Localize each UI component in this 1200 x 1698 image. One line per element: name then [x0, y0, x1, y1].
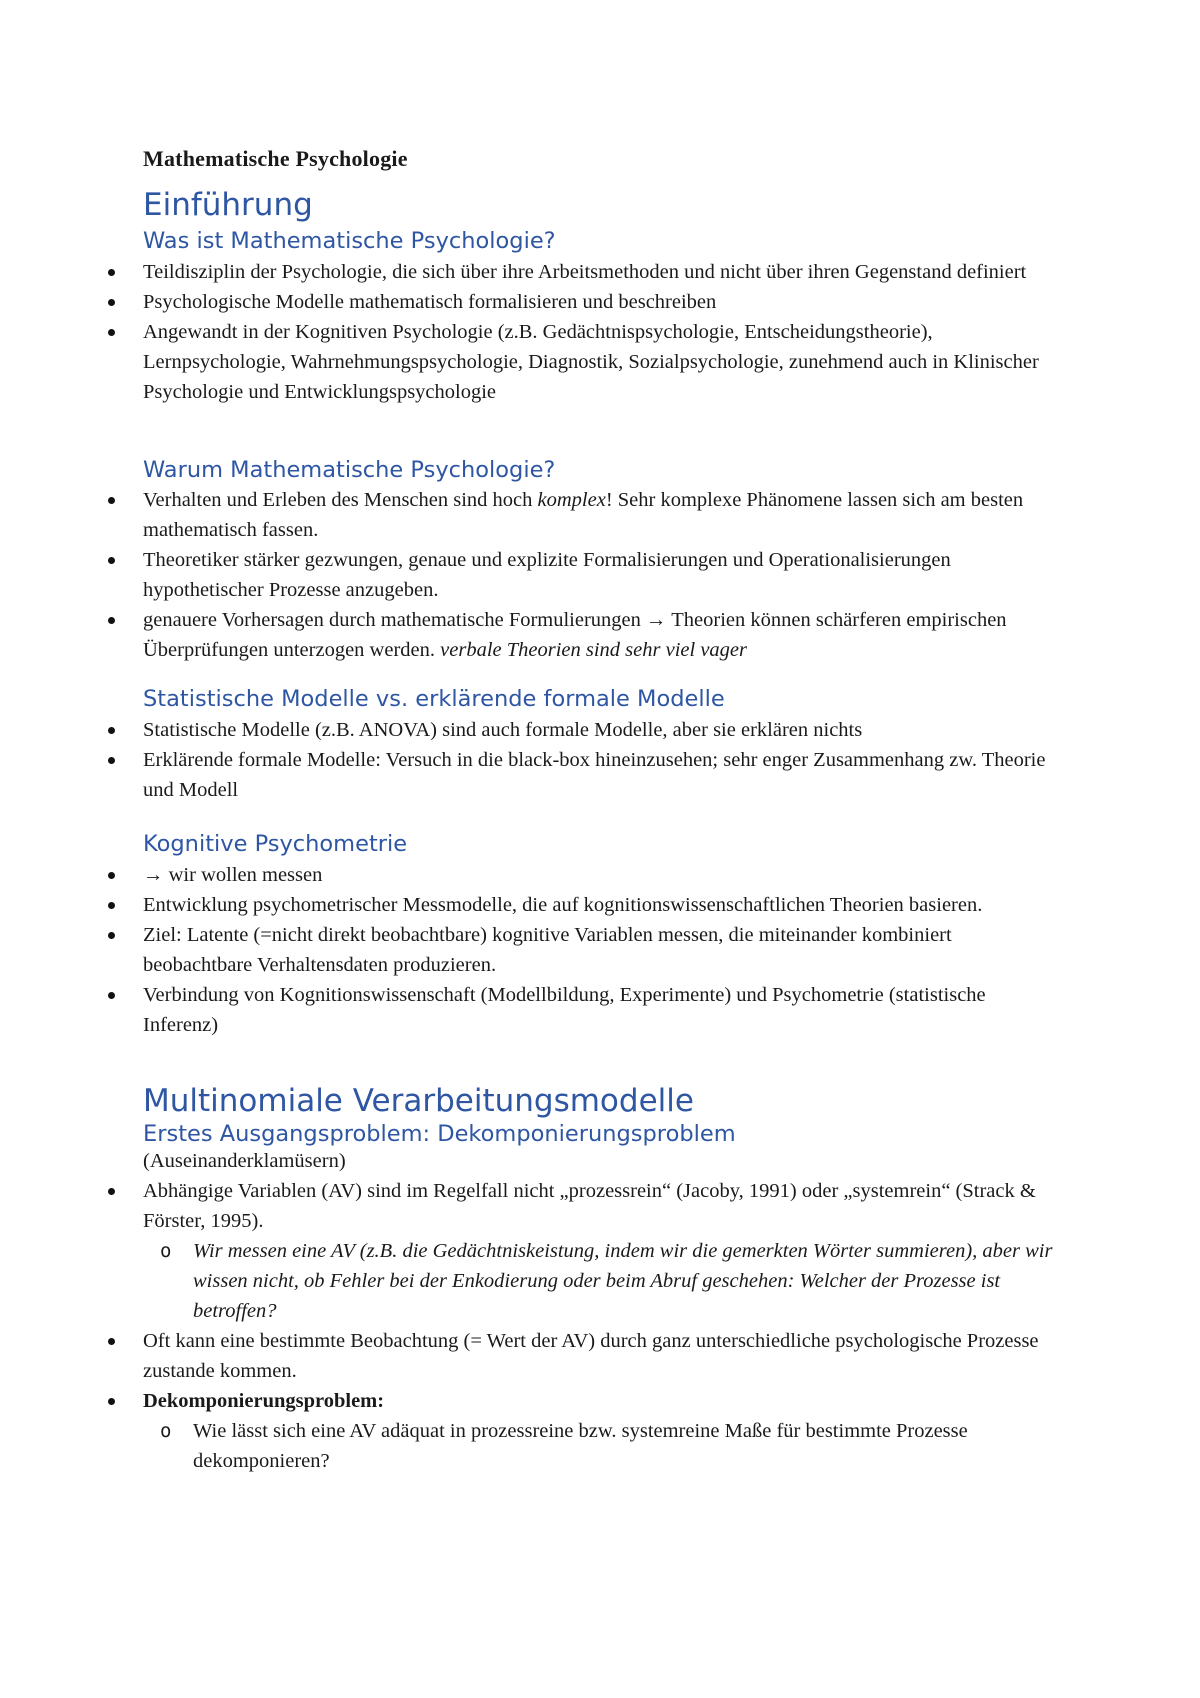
- list-was-ist: [0, 257, 1200, 407]
- heading-was-ist: Was ist Mathematische Psychologie?: [143, 228, 556, 254]
- bullet-icon: [108, 727, 115, 734]
- bullet-icon: [108, 1188, 115, 1195]
- list-kognitive: [0, 860, 1200, 1040]
- circle-bullet-icon: o: [160, 1420, 172, 1442]
- bullet-icon: [108, 329, 115, 336]
- list-item: Angewandt in der Kognitiven Psychologie (z.B. Gedächtnispsychologie, Entscheidungstheorie), Lernpsychologie, Wahrnehmungspsychologie, Diagnostik, Sozialpsychologie, zunehmend auch in Klinischer Psychologie und Entwicklungspsychologie: [0, 317, 1063, 407]
- list-item: Verhalten und Erleben des Menschen sind hoch komplex! Sehr komplexe Phänomene lassen sich am besten mathematisch fassen.: [0, 485, 1063, 545]
- bullet-icon: [108, 902, 115, 909]
- circle-bullet-icon: o: [160, 1240, 172, 1262]
- list-dekomponierung: [0, 1176, 1200, 1476]
- list-item: Entwicklung psychometrischer Messmodelle, die auf kognitionswissenschaftlichen Theorien basieren.: [0, 890, 1063, 920]
- bullet-icon: [108, 1338, 115, 1345]
- bullet-icon: [108, 872, 115, 879]
- list-item: genauere Vorhersagen durch mathematische Formulierungen → Theorien können schärferen empirischen Überprüfungen unterzogen werden. verbale Theorien sind sehr viel vager: [0, 605, 1063, 665]
- heading-erstes: Erstes Ausgangsproblem: Dekomponierungsproblem: [143, 1121, 736, 1147]
- bullet-icon: [108, 299, 115, 306]
- heading-einfuehrung: Einführung: [143, 187, 313, 223]
- list-warum: [0, 485, 1200, 665]
- list-item: Psychologische Modelle mathematisch formalisieren und beschreiben: [0, 287, 1063, 317]
- bullet-icon: [108, 557, 115, 564]
- bullet-icon: [108, 269, 115, 276]
- list-item: Teildisziplin der Psychologie, die sich über ihre Arbeitsmethoden und nicht über ihren Gegenstand definiert: [0, 257, 1063, 287]
- note-auseinander: (Auseinanderklamüsern): [143, 1150, 346, 1172]
- list-item: Verbindung von Kognitionswissenschaft (Modellbildung, Experimente) und Psychometrie (statistische Inferenz): [0, 980, 1063, 1040]
- list-item: Dekomponierungsproblem:: [0, 1386, 1063, 1416]
- document-title: Mathematische Psychologie: [143, 146, 408, 171]
- bullet-icon: [108, 497, 115, 504]
- bullet-icon: [108, 1398, 115, 1405]
- bullet-icon: [108, 992, 115, 999]
- bullet-icon: [108, 932, 115, 939]
- list-item: Ziel: Latente (=nicht direkt beobachtbare) kognitive Variablen messen, die miteinander kombiniert beobachtbare Verhaltensdaten produzieren.: [0, 920, 1063, 980]
- list-item: Erklärende formale Modelle: Versuch in die black-box hineinzusehen; sehr enger Zusammenhang zw. Theorie und Modell: [0, 745, 1063, 805]
- heading-statistische: Statistische Modelle vs. erklärende formale Modelle: [143, 686, 725, 712]
- list-item: Theoretiker stärker gezwungen, genaue und explizite Formalisierungen und Operationalisierungen hypothetischer Prozesse anzugeben.: [0, 545, 1063, 605]
- heading-kognitive: Kognitive Psychometrie: [143, 831, 408, 857]
- list-item: Oft kann eine bestimmte Beobachtung (= Wert der AV) durch ganz unterschiedliche psychologische Prozesse zustande kommen.: [0, 1326, 1063, 1386]
- list-item: → wir wollen messen: [0, 860, 1063, 890]
- list-item: Statistische Modelle (z.B. ANOVA) sind auch formale Modelle, aber sie erklären nichts: [0, 715, 1063, 745]
- heading-multinomiale: Multinomiale Verarbeitungsmodelle: [143, 1083, 694, 1119]
- sub-list-item: o Wie lässt sich eine AV adäquat in prozessreine bzw. systemreine Maße für bestimmte Prozesse dekomponieren?: [0, 1416, 1063, 1476]
- sub-list-item: o Wir messen eine AV (z.B. die Gedächtniskeistung, indem wir die gemerkten Wörter summieren), aber wir wissen nicht, ob Fehler bei der Enkodierung oder beim Abruf geschehen: Welcher der Prozesse ist betroffen?: [0, 1236, 1063, 1326]
- list-item: Abhängige Variablen (AV) sind im Regelfall nicht „prozessrein“ (Jacoby, 1991) oder „systemrein“ (Strack & Förster, 1995).: [0, 1176, 1063, 1236]
- bullet-icon: [108, 617, 115, 624]
- bullet-icon: [108, 757, 115, 764]
- heading-warum: Warum Mathematische Psychologie?: [143, 457, 556, 483]
- list-statistische: [0, 715, 1200, 805]
